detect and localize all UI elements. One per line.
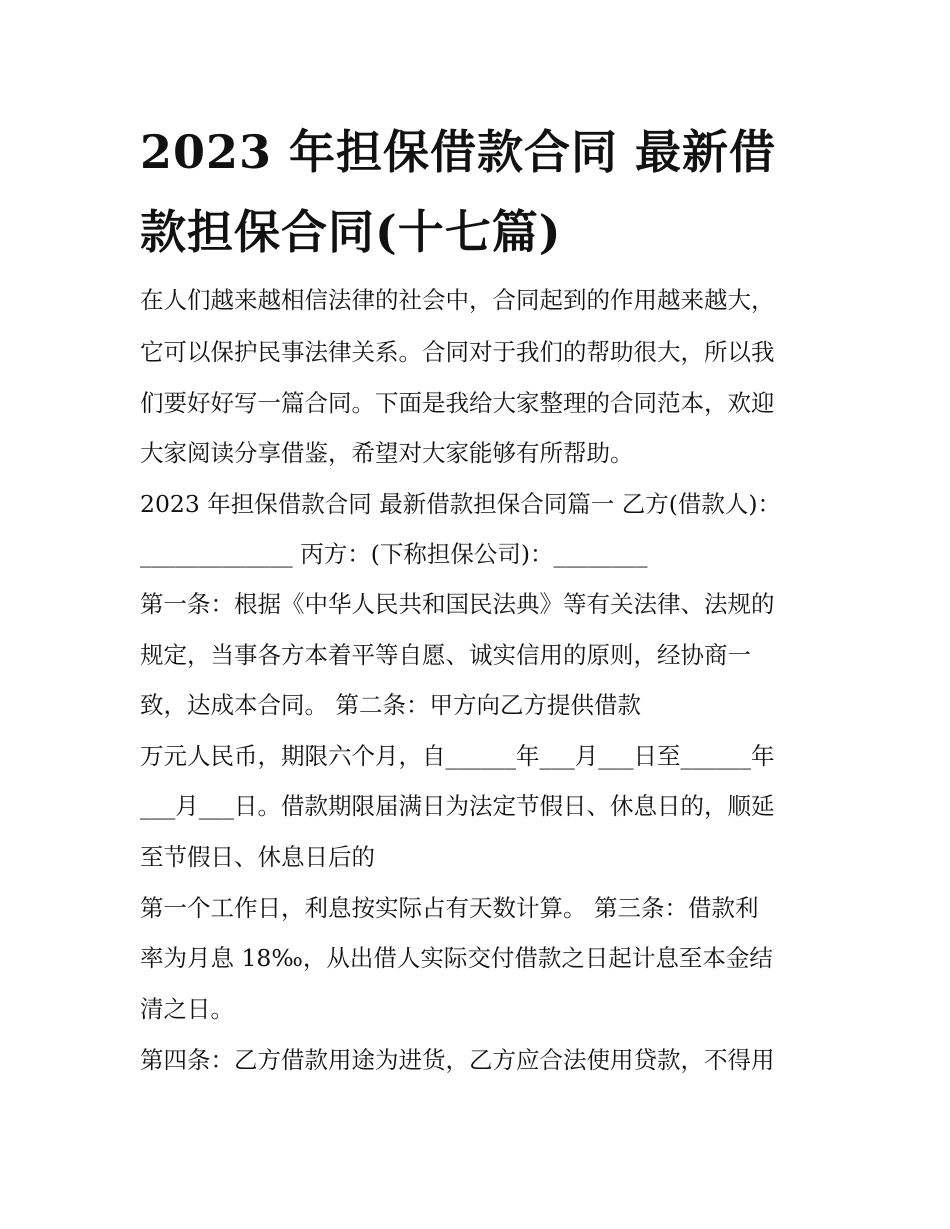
paragraph-line: 它可以保护民事法律关系。合同对于我们的帮助很大，所以我 xyxy=(140,338,775,366)
paragraph-line: 至节假日、休息日后的 xyxy=(140,843,375,871)
paragraph-line: 第四条：乙方借款用途为进货，乙方应合法使用贷款，不得用 xyxy=(140,1046,775,1074)
paragraph-line: 第一个工作日，利息按实际占有天数计算。 第三条：借款利 xyxy=(140,894,759,922)
paragraph-line: 致，达成本合同。 第二条：甲方向乙方提供借款 xyxy=(140,691,641,719)
paragraph-line: ___月___日。借款期限届满日为法定节假日、休息日的，顺延 xyxy=(140,792,775,820)
paragraph-line: 规定，当事各方本着平等自愿、诚实信用的原则，经协商一 xyxy=(140,641,751,669)
paragraph-line: 清之日。 xyxy=(140,995,234,1023)
paragraph-line: 们要好好写一篇合同。下面是我给大家整理的合同范本，欢迎 xyxy=(140,389,775,417)
title-line-1: 2023 年担保借款合同 最新借 xyxy=(140,125,777,179)
paragraph-line: 第一条：根据《中华人民共和国民法典》等有关法律、法规的 xyxy=(140,590,775,618)
paragraph-line: 万元人民币，期限六个月，自______年___月___日至______年 xyxy=(140,742,775,770)
title-line-2: 款担保合同(十七篇) xyxy=(140,205,562,259)
paragraph-line: _____________ 丙方：(下称担保公司)：________ xyxy=(140,540,648,568)
document-title xyxy=(140,112,830,272)
paragraph-line: 大家阅读分享借鉴，希望对大家能够有所帮助。 xyxy=(140,439,634,467)
paragraph-line: 2023 年担保借款合同 最新借款担保合同篇一 乙方(借款人)： xyxy=(140,490,782,518)
paragraph-line: 在人们越来越相信法律的社会中，合同起到的作用越来越大， xyxy=(140,286,775,314)
paragraph-line: 率为月息 18‰，从出借人实际交付借款之日起计息至本金结 xyxy=(140,944,773,972)
